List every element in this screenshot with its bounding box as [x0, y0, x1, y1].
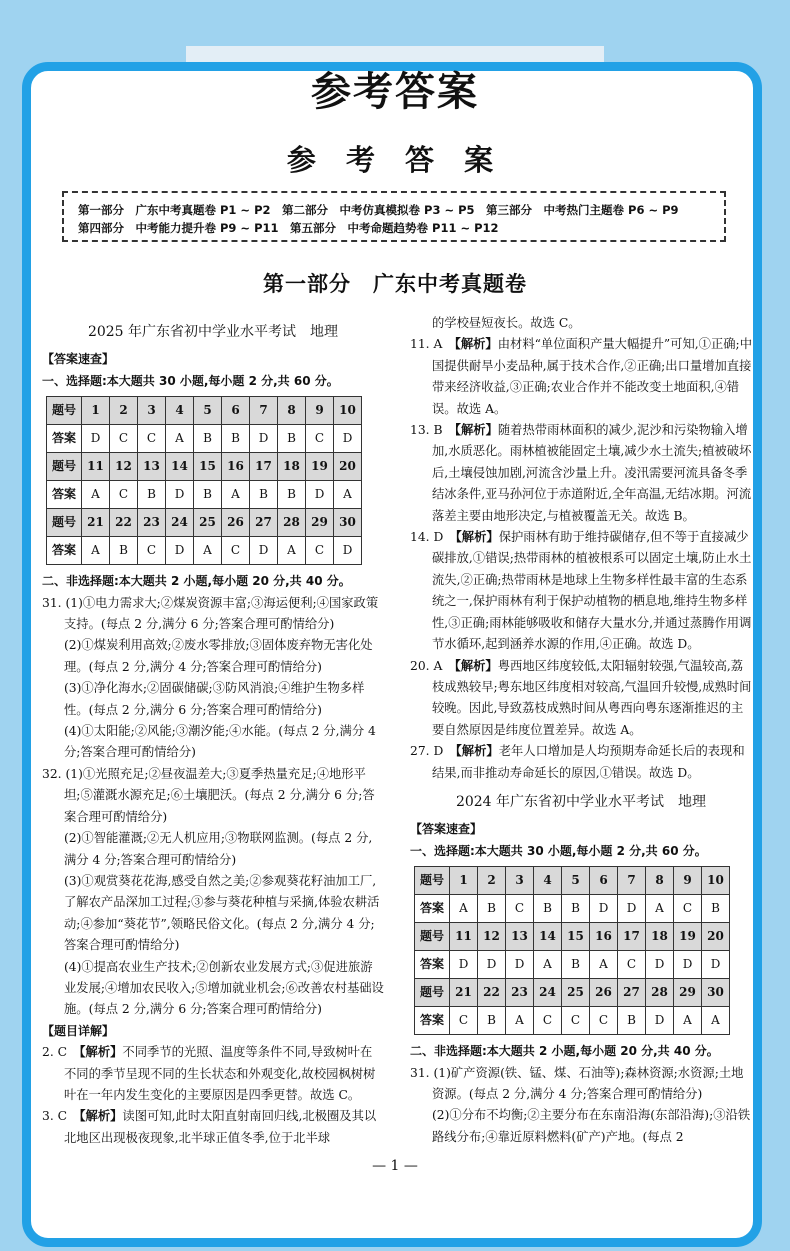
toc-item: 第五部分 中考命题趋势卷 P11 ~ P12	[290, 221, 499, 235]
question-number-cell: 29	[674, 979, 702, 1007]
question-number-cell: 19	[674, 923, 702, 951]
detail-heading: 【题目详解】	[42, 1023, 115, 1038]
answer-cell: B	[110, 537, 138, 565]
detail-text: 粤西地区纬度较低,太阳辐射较强,气温较高,荔枝成熟较早;粤东地区纬度相对较高,气温回升较慢,成熟时间较晚。因此,导致荔枝成熟时间从粤西向粤东逐渐推迟的主要自然原因是纬度位置差异。故选 A。	[432, 658, 752, 737]
detail-text: 随着热带雨林面积的减少,泥沙和污染物输入增加,水质恶化。雨林植被能固定土壤,减少水土流失;植被破坏后,土壤侵蚀加剧,河流含沙量上升。凌汛需要河流具备冬季结冰条件,亚马孙河位于赤道附近,全年高温,无结冰期。河流落差主要由地形决定,与植被覆盖无关。故选 B。	[432, 423, 752, 523]
table-header-cell: 答案	[415, 1007, 450, 1035]
answer-paragraph: 31. (1)①电力需求大;②煤炭资源丰富;③海运便利;④国家政策支持。(每点 2 分,满分 6 分;答案合理可酌情给分)	[42, 595, 379, 632]
question-number-cell: 20	[334, 453, 362, 481]
answer-cell: C	[618, 951, 646, 979]
right-column	[410, 313, 752, 1148]
question-number-cell: 10	[334, 397, 362, 425]
answer-cell: A	[278, 537, 306, 565]
detail-paragraph	[410, 656, 752, 742]
exam-title: 2024 年广东省初中学业水平考试 地理	[455, 793, 707, 810]
answer-cell: B	[478, 1007, 506, 1035]
question-number-cell: 3	[138, 397, 166, 425]
question-number-cell: 30	[334, 509, 362, 537]
answer-cell: B	[702, 895, 730, 923]
analysis-tag: 【解析】	[455, 530, 499, 545]
table-header-cell: 题号	[47, 509, 82, 537]
answer-cell: D	[618, 895, 646, 923]
question-number-cell: 8	[278, 397, 306, 425]
answer-cell: D	[250, 425, 278, 453]
analysis-tag: 【解析】	[79, 1109, 123, 1124]
answer-cell: C	[138, 537, 166, 565]
question-number-cell: 23	[138, 509, 166, 537]
question-number-cell: 26	[590, 979, 618, 1007]
answer-cell: D	[334, 537, 362, 565]
answer-paragraph: (2)①智能灌溉;②无人机应用;③物联网监测。(每点 2 分,满分 4 分;答案合理可酌情给分)	[64, 831, 373, 867]
nonmc-heading: 二、非选择题:本大题共 2 小题,每小题 20 分,共 40 分。	[42, 574, 351, 589]
question-number-cell: 7	[618, 867, 646, 895]
answer-cell: A	[646, 895, 674, 923]
detail-paragraph	[410, 420, 752, 527]
mc-heading: 一、选择题:本大题共 30 小题,每小题 2 分,共 60 分。	[410, 843, 707, 858]
answer-cell: C	[562, 1007, 590, 1035]
part-title: 第一部分 广东中考真题卷	[263, 272, 527, 296]
table-header-cell: 答案	[47, 481, 82, 509]
question-number-cell: 27	[250, 509, 278, 537]
toc-item: 第一部分 广东中考真题卷 P1 ~ P2	[78, 203, 271, 217]
analysis-tag: 【解析】	[454, 423, 498, 438]
toc-item: 第四部分 中考能力提升卷 P9 ~ P11	[78, 221, 279, 235]
answer-cell: D	[82, 425, 110, 453]
question-number-cell: 24	[534, 979, 562, 1007]
question-number-cell: 22	[478, 979, 506, 1007]
answer-cell: A	[166, 425, 194, 453]
table-header-cell: 答案	[47, 537, 82, 565]
answer-cell: D	[166, 481, 194, 509]
question-number-cell: 19	[306, 453, 334, 481]
quick-answer-heading: 【答案速查】	[410, 822, 483, 837]
question-number-cell: 18	[278, 453, 306, 481]
answer-cell: C	[506, 895, 534, 923]
detail-paragraph	[42, 1042, 384, 1106]
analysis-tag: 【解析】	[79, 1045, 123, 1060]
table-header-cell: 答案	[415, 895, 450, 923]
table-header-cell: 题号	[415, 867, 450, 895]
analysis-tag: 【解析】	[454, 658, 498, 673]
answer-cell: B	[534, 895, 562, 923]
detail-text: 读图可知,此时太阳直射南回归线,北极圈及其以北地区出现极夜现象,北半球正值冬季,位于北半球	[64, 1109, 377, 1145]
answer-cell: D	[590, 895, 618, 923]
answer-paragraph: (2)①煤炭利用高效;②废水零排放;③固体废弃物无害化处理。(每点 2 分,满分 4 分;答案合理可酌情给分)	[64, 638, 373, 674]
answer-cell: C	[674, 895, 702, 923]
answer-cell: A	[702, 1007, 730, 1035]
answer-cell: C	[110, 425, 138, 453]
answer-cell: C	[110, 481, 138, 509]
answer-cell: A	[506, 1007, 534, 1035]
detail-text: 不同季节的光照、温度等条件不同,导致树叶在不同的季节呈现不同的生长状态和外观变化,故校园枫树树叶在一年内发生变化的主要原因是四季更替。故选 C。	[64, 1045, 376, 1102]
answer-cell: A	[334, 481, 362, 509]
question-number-cell: 12	[478, 923, 506, 951]
answer-cell: D	[250, 537, 278, 565]
question-number-cell: 6	[590, 867, 618, 895]
answer-cell: A	[82, 481, 110, 509]
question-number-cell: 25	[562, 979, 590, 1007]
question-number-cell: 11	[82, 453, 110, 481]
answer-table	[414, 866, 730, 1035]
table-header-cell: 题号	[47, 397, 82, 425]
question-number-cell: 18	[646, 923, 674, 951]
answer-cell: A	[450, 895, 478, 923]
question-number-cell: 3	[506, 867, 534, 895]
answer-paragraph: (3)①净化海水;②固碳储碳;③防风消浪;④维护生物多样性。(每点 2 分,满分 6 分;答案合理可酌情给分)	[64, 681, 365, 717]
toc-item: 第三部分 中考热门主题卷 P6 ~ P9	[486, 203, 679, 217]
detail-paragraph	[410, 527, 752, 655]
question-number-cell: 28	[646, 979, 674, 1007]
question-number-cell: 11	[450, 923, 478, 951]
page-number: — 1 —	[372, 1158, 418, 1174]
answer-cell: B	[138, 481, 166, 509]
question-number-cell: 2	[478, 867, 506, 895]
answer-cell: D	[478, 951, 506, 979]
answer-cell: D	[646, 1007, 674, 1035]
answer-cell: A	[674, 1007, 702, 1035]
question-number-cell: 1	[450, 867, 478, 895]
answer-cell: C	[534, 1007, 562, 1035]
table-of-contents	[62, 191, 726, 242]
answer-cell: C	[450, 1007, 478, 1035]
banner-title: 参考答案	[311, 69, 479, 115]
table-header-cell: 题号	[47, 453, 82, 481]
answer-cell: B	[278, 425, 306, 453]
quick-answer-heading: 【答案速查】	[42, 352, 115, 367]
question-number-cell: 6	[222, 397, 250, 425]
answer-cell: C	[222, 537, 250, 565]
answer-table	[46, 396, 362, 565]
question-number-cell: 10	[702, 867, 730, 895]
mc-heading: 一、选择题:本大题共 30 小题,每小题 2 分,共 60 分。	[42, 373, 339, 388]
answer-cell: D	[506, 951, 534, 979]
detail-text: 老年人口增加是人均预期寿命延长后的表现和结果,而非推动寿命延长的原因,①错误。故选 D。	[432, 744, 745, 780]
answer-cell: D	[646, 951, 674, 979]
answer-cell: A	[534, 951, 562, 979]
answer-cell: A	[590, 951, 618, 979]
nonmc-heading: 二、非选择题:本大题共 2 小题,每小题 20 分,共 40 分。	[410, 1044, 719, 1059]
question-number-cell: 15	[562, 923, 590, 951]
question-number-cell: 16	[590, 923, 618, 951]
toc-item: 第二部分 中考仿真模拟卷 P3 ~ P5	[282, 203, 475, 217]
question-number-cell: 12	[110, 453, 138, 481]
answer-cell: B	[222, 425, 250, 453]
detail-number: 3. C	[42, 1109, 68, 1124]
detail-number: 11. A	[410, 337, 443, 352]
detail-paragraph	[42, 1106, 384, 1149]
table-header-cell: 题号	[415, 979, 450, 1007]
analysis-tag: 【解析】	[455, 744, 499, 759]
analysis-tag: 【解析】	[454, 337, 498, 352]
question-number-cell: 14	[166, 453, 194, 481]
question-number-cell: 5	[562, 867, 590, 895]
detail-paragraph	[410, 334, 752, 420]
detail-paragraph	[410, 741, 752, 784]
answer-paragraph: (4)①太阳能;②风能;③潮汐能;④水能。(每点 2 分,满分 4 分;答案合理可酌情给分)	[64, 724, 376, 760]
question-number-cell: 13	[138, 453, 166, 481]
question-number-cell: 2	[110, 397, 138, 425]
detail-number: 27. D	[410, 744, 444, 759]
answer-cell: B	[278, 481, 306, 509]
answer-cell: B	[618, 1007, 646, 1035]
question-number-cell: 9	[306, 397, 334, 425]
answer-cell: D	[702, 951, 730, 979]
detail-paragraph: 的学校昼短夜长。故选 C。	[432, 316, 581, 330]
question-number-cell: 8	[646, 867, 674, 895]
detail-text: 保护雨林有助于维持碳储存,但不等于直接减少碳排放,①错误;热带雨林的植被根系可以固定土壤,防止水土流失,②正确;热带雨林是地球上生物多样性最丰富的生态系统之一,保护雨林有利于保护动植物的栖息地,维持生物多样性,③正确;雨林能够吸收和储存大量水分,并通过蒸腾作用调节水循环,起到涵养水源的作用,④正确。故选 D。	[432, 530, 752, 652]
question-number-cell: 1	[82, 397, 110, 425]
question-number-cell: 17	[250, 453, 278, 481]
answer-cell: C	[306, 425, 334, 453]
answer-cell: D	[674, 951, 702, 979]
answer-cell: D	[450, 951, 478, 979]
question-number-cell: 24	[166, 509, 194, 537]
question-number-cell: 4	[166, 397, 194, 425]
question-number-cell: 28	[278, 509, 306, 537]
question-number-cell: 5	[194, 397, 222, 425]
question-number-cell: 20	[702, 923, 730, 951]
question-number-cell: 16	[222, 453, 250, 481]
answer-cell: C	[590, 1007, 618, 1035]
exam-title: 2025 年广东省初中学业水平考试 地理	[87, 324, 339, 340]
answer-cell: B	[562, 951, 590, 979]
question-number-cell: 9	[674, 867, 702, 895]
question-number-cell: 27	[618, 979, 646, 1007]
detail-text: 由材料“单位面积产量大幅提升”可知,①正确;中国提供耐旱小麦品种,属于技术合作,②正确;出口量增加直接带来经济收益,③正确;农业合作并不能改变土地面积,④错误。故选 A。	[432, 337, 752, 416]
answer-cell: D	[166, 537, 194, 565]
page-subtitle: 参 考 答 案	[286, 143, 504, 177]
question-number-cell: 17	[618, 923, 646, 951]
answer-cell: B	[478, 895, 506, 923]
question-number-cell: 21	[82, 509, 110, 537]
answer-paragraph: (4)①提高农业生产技术;②创新农业发展方式;③促进旅游业发展;④增加农民收入;⑤增加就业机会;⑥改善农村基础设施。(每点 2 分,满分 6 分;答案合理可酌情给分)	[64, 959, 384, 1017]
answer-cell: B	[562, 895, 590, 923]
detail-number: 13. B	[410, 423, 443, 438]
answer-cell: C	[306, 537, 334, 565]
question-number-cell: 21	[450, 979, 478, 1007]
answer-cell: B	[250, 481, 278, 509]
table-header-cell: 题号	[415, 923, 450, 951]
table-header-cell: 答案	[47, 425, 82, 453]
answer-cell: A	[194, 537, 222, 565]
question-number-cell: 23	[506, 979, 534, 1007]
answer-paragraph: (3)①观赏葵花花海,感受自然之美;②参观葵花籽油加工厂,了解农产品深加工过程;③参与葵花种植与采摘,体验农耕活动;④参加“葵花节”,领略民俗文化。(每点 2 分,满分 4 分;答案合理可酌情给分)	[64, 873, 380, 953]
table-header-cell: 答案	[415, 951, 450, 979]
question-number-cell: 25	[194, 509, 222, 537]
detail-number: 14. D	[410, 530, 444, 545]
answer-cell: B	[194, 481, 222, 509]
answer-paragraph: 31. (1)矿产资源(铁、锰、煤、石油等);森林资源;水资源;土地资源。(每点 2 分,满分 4 分;答案合理可酌情给分)	[410, 1065, 744, 1101]
detail-number: 20. A	[410, 658, 443, 673]
answer-paragraph: 32. (1)①光照充足;②昼夜温差大;③夏季热量充足;④地形平坦;⑤灌溉水源充足;⑥土壤肥沃。(每点 2 分,满分 6 分;答案合理可酌情给分)	[42, 766, 375, 824]
question-number-cell: 4	[534, 867, 562, 895]
left-column	[42, 318, 384, 1149]
question-number-cell: 29	[306, 509, 334, 537]
answer-cell: D	[306, 481, 334, 509]
question-number-cell: 7	[250, 397, 278, 425]
answer-cell: D	[334, 425, 362, 453]
question-number-cell: 26	[222, 509, 250, 537]
question-number-cell: 14	[534, 923, 562, 951]
question-number-cell: 30	[702, 979, 730, 1007]
answer-cell: A	[82, 537, 110, 565]
question-number-cell: 13	[506, 923, 534, 951]
answer-cell: A	[222, 481, 250, 509]
detail-number: 2. C	[42, 1045, 68, 1060]
answer-cell: B	[194, 425, 222, 453]
question-number-cell: 15	[194, 453, 222, 481]
answer-cell: C	[138, 425, 166, 453]
answer-paragraph: (2)①分布不均衡;②主要分布在东南沿海(东部沿海);③沿铁路线分布;④靠近原料燃料(矿产)产地。(每点 2	[432, 1108, 751, 1144]
question-number-cell: 22	[110, 509, 138, 537]
